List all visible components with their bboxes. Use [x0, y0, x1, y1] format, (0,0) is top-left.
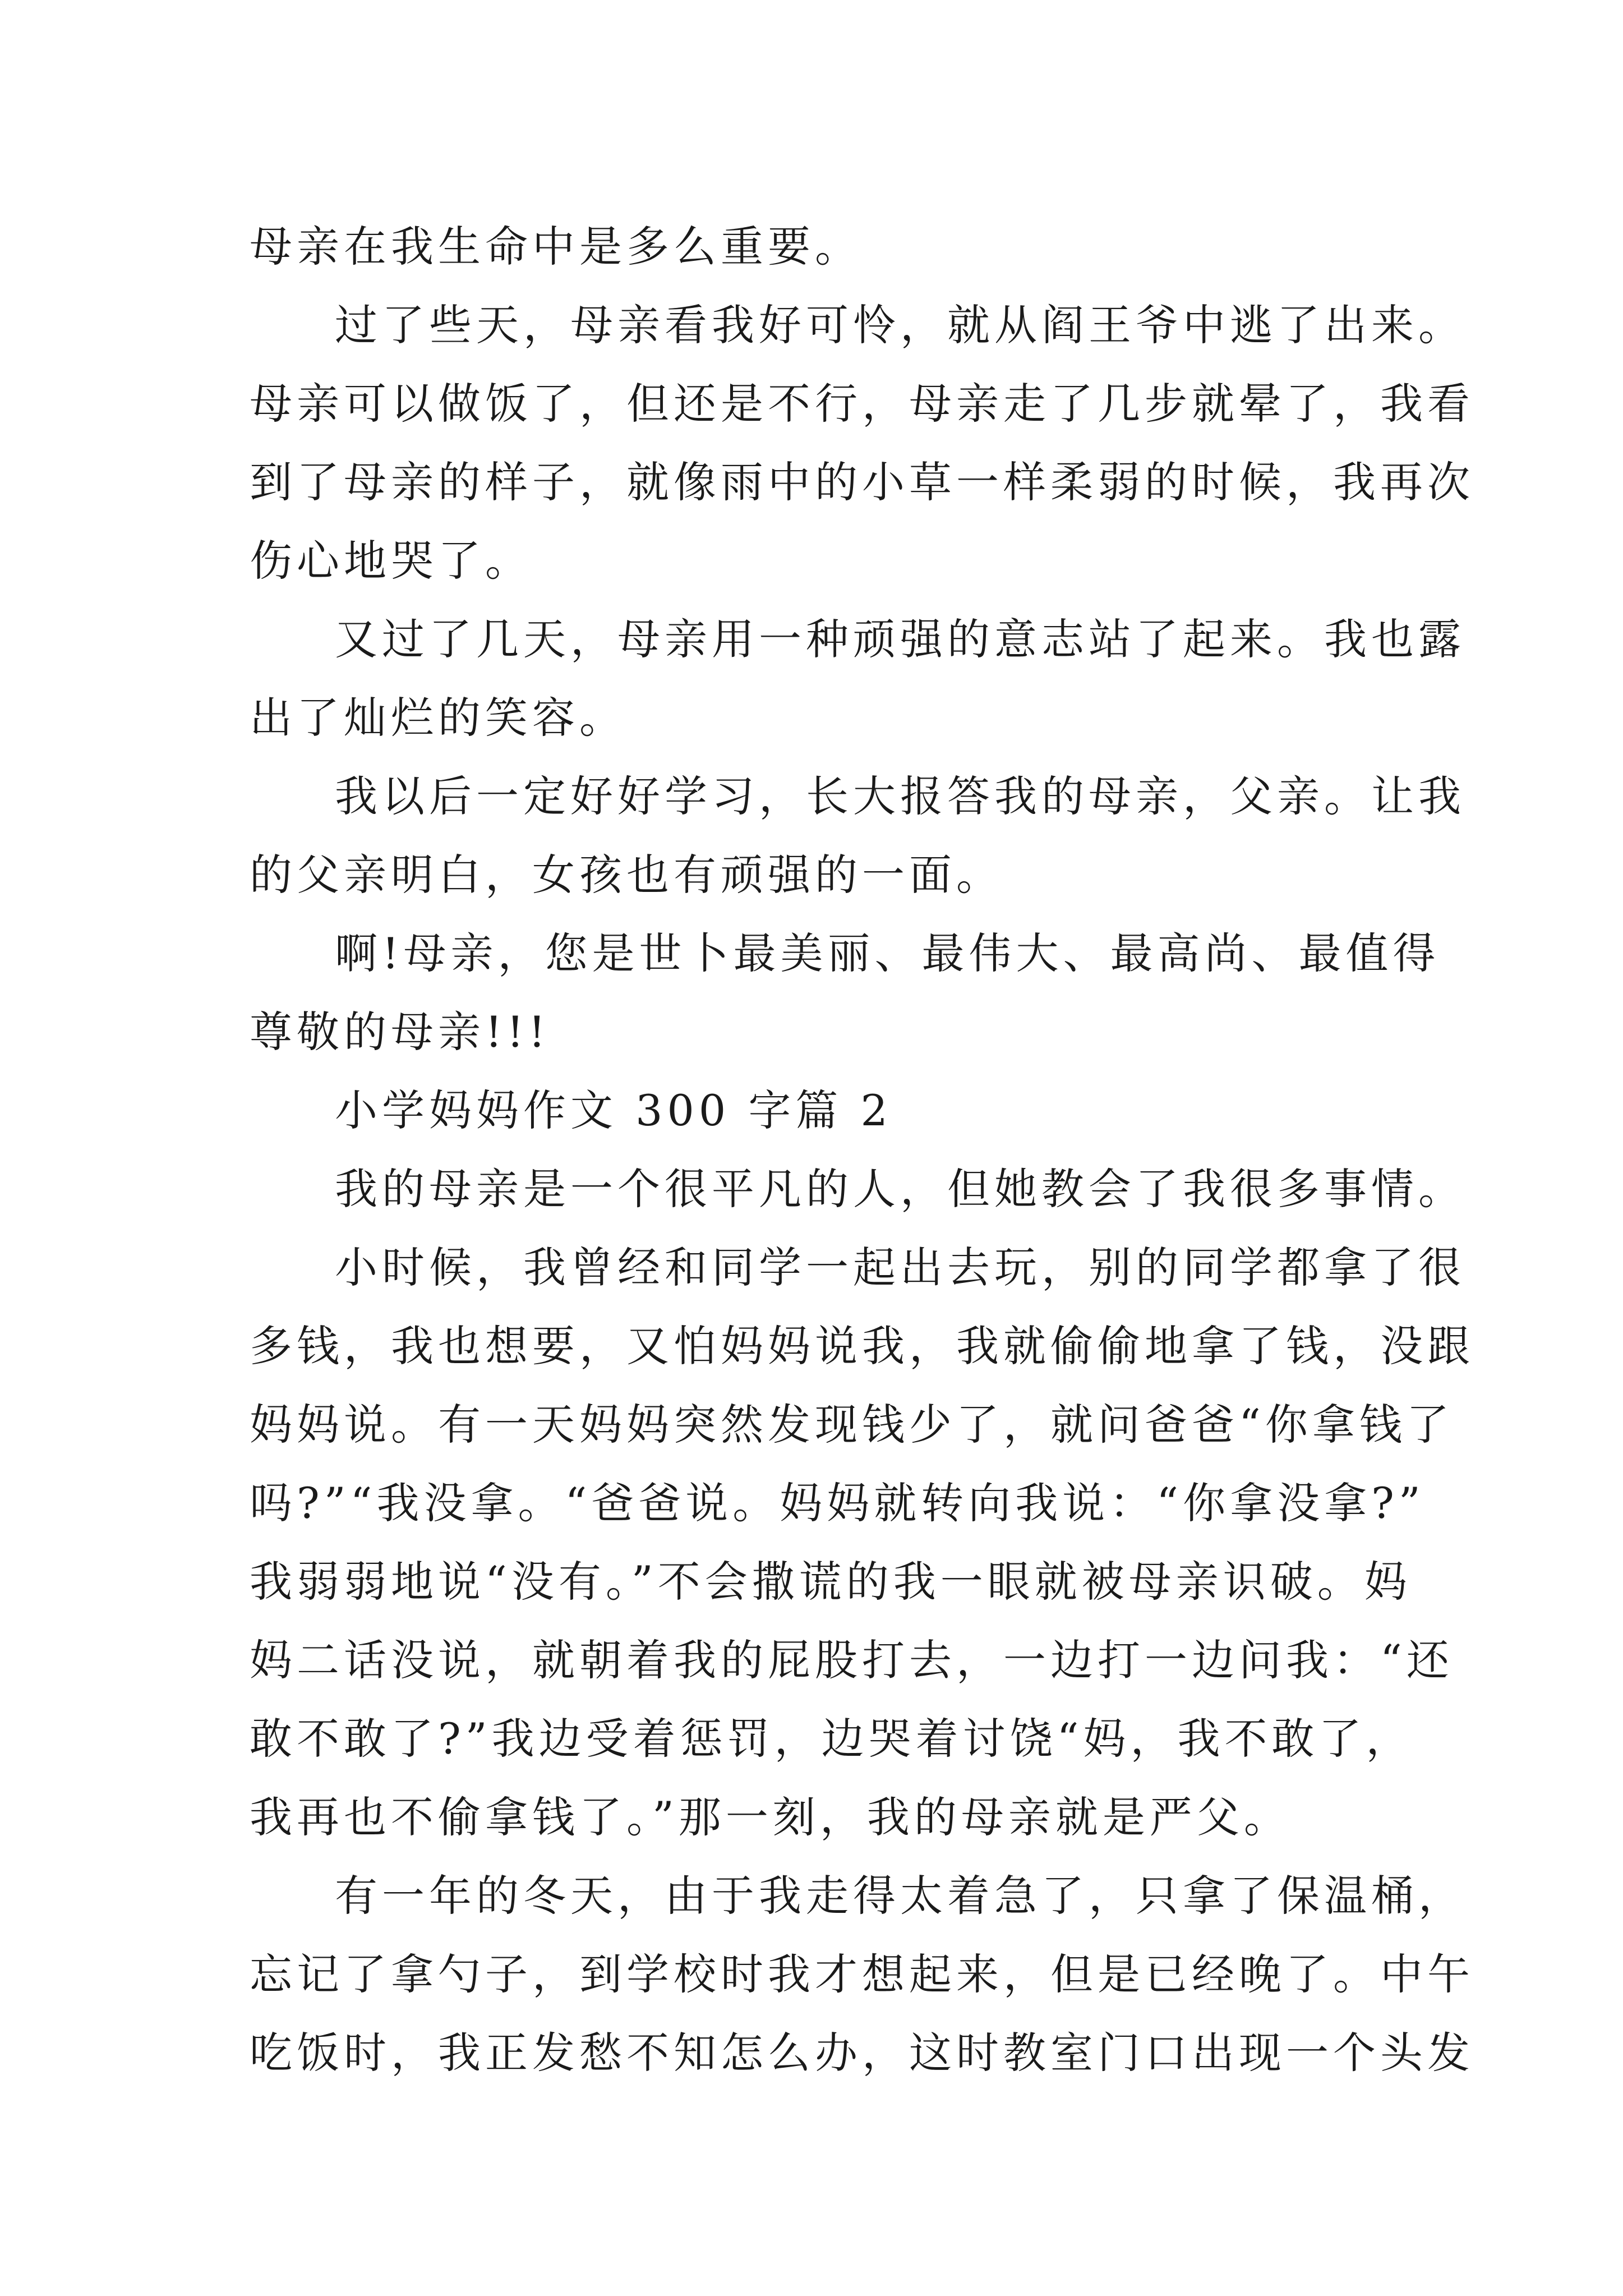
- section-heading: 小学妈妈作文 300 字篇 2: [335, 1085, 892, 1135]
- text-line: 吗?”“我没拿。“爸爸说。妈妈就转向我说：“你拿没拿?”: [250, 1478, 1425, 1528]
- text-line: 伤心地哭了。: [250, 536, 532, 586]
- text-line: 敢不敢了?”我边受着惩罚，边哭着讨饶“妈，我不敢了，: [250, 1714, 1413, 1764]
- text-line: 我再也不偷拿钱了。”那一刻，我的母亲就是严父。: [250, 1792, 1291, 1842]
- text-line: 母亲可以做饭了，但还是不行，母亲走了几步就晕了，我看: [250, 379, 1474, 429]
- text-line: 过了些天，母亲看我好可怜，就从阎王爷中逃了出来。: [335, 300, 1465, 350]
- text-line: 我弱弱地说“没有。”不会撒谎的我一眼就被母亲识破。妈: [250, 1557, 1412, 1607]
- text-line: 到了母亲的样子，就像雨中的小草一样柔弱的时候，我再次: [250, 457, 1474, 507]
- text-line: 母亲在我生命中是多么重要。: [250, 222, 862, 272]
- text-line: 的父亲明白，女孩也有顽强的一面。: [250, 850, 1003, 900]
- text-line: 啊!母亲，您是世卜最美丽、最伟大、最高尚、最值得: [335, 928, 1440, 978]
- text-line: 妈妈说。有一天妈妈突然发现钱少了，就问爸爸“你拿钱了: [250, 1400, 1454, 1450]
- text-line: 多钱，我也想要，又怕妈妈说我，我就偷偷地拿了钱，没跟: [250, 1321, 1474, 1371]
- essay-text: [250, 208, 1474, 2092]
- text-line: 我以后一定好好学习，长大报答我的母亲，父亲。让我: [335, 771, 1465, 821]
- text-line: 有一年的冬天，由于我走得太着急了，只拿了保温桶，: [335, 1871, 1465, 1921]
- text-line: 出了灿烂的笑容。: [250, 693, 626, 743]
- text-line: 忘记了拿勺子，到学校时我才想起来，但是已经晚了。中午: [250, 1949, 1474, 1999]
- text-line: 吃饭时，我正发愁不知怎么办，这时教室门口出现一个头发: [250, 2028, 1474, 2078]
- text-line: 妈二话没说，就朝着我的屁股打去，一边打一边问我：“还: [250, 1635, 1454, 1685]
- text-line: 又过了几天，母亲用一种顽强的意志站了起来。我也露: [335, 614, 1465, 664]
- text-line: 尊敬的母亲!!!: [250, 1007, 550, 1057]
- text-line: 我的母亲是一个很平凡的人，但她教会了我很多事情。: [335, 1164, 1465, 1214]
- text-line: 小时候，我曾经和同学一起出去玩，别的同学都拿了很: [335, 1243, 1465, 1292]
